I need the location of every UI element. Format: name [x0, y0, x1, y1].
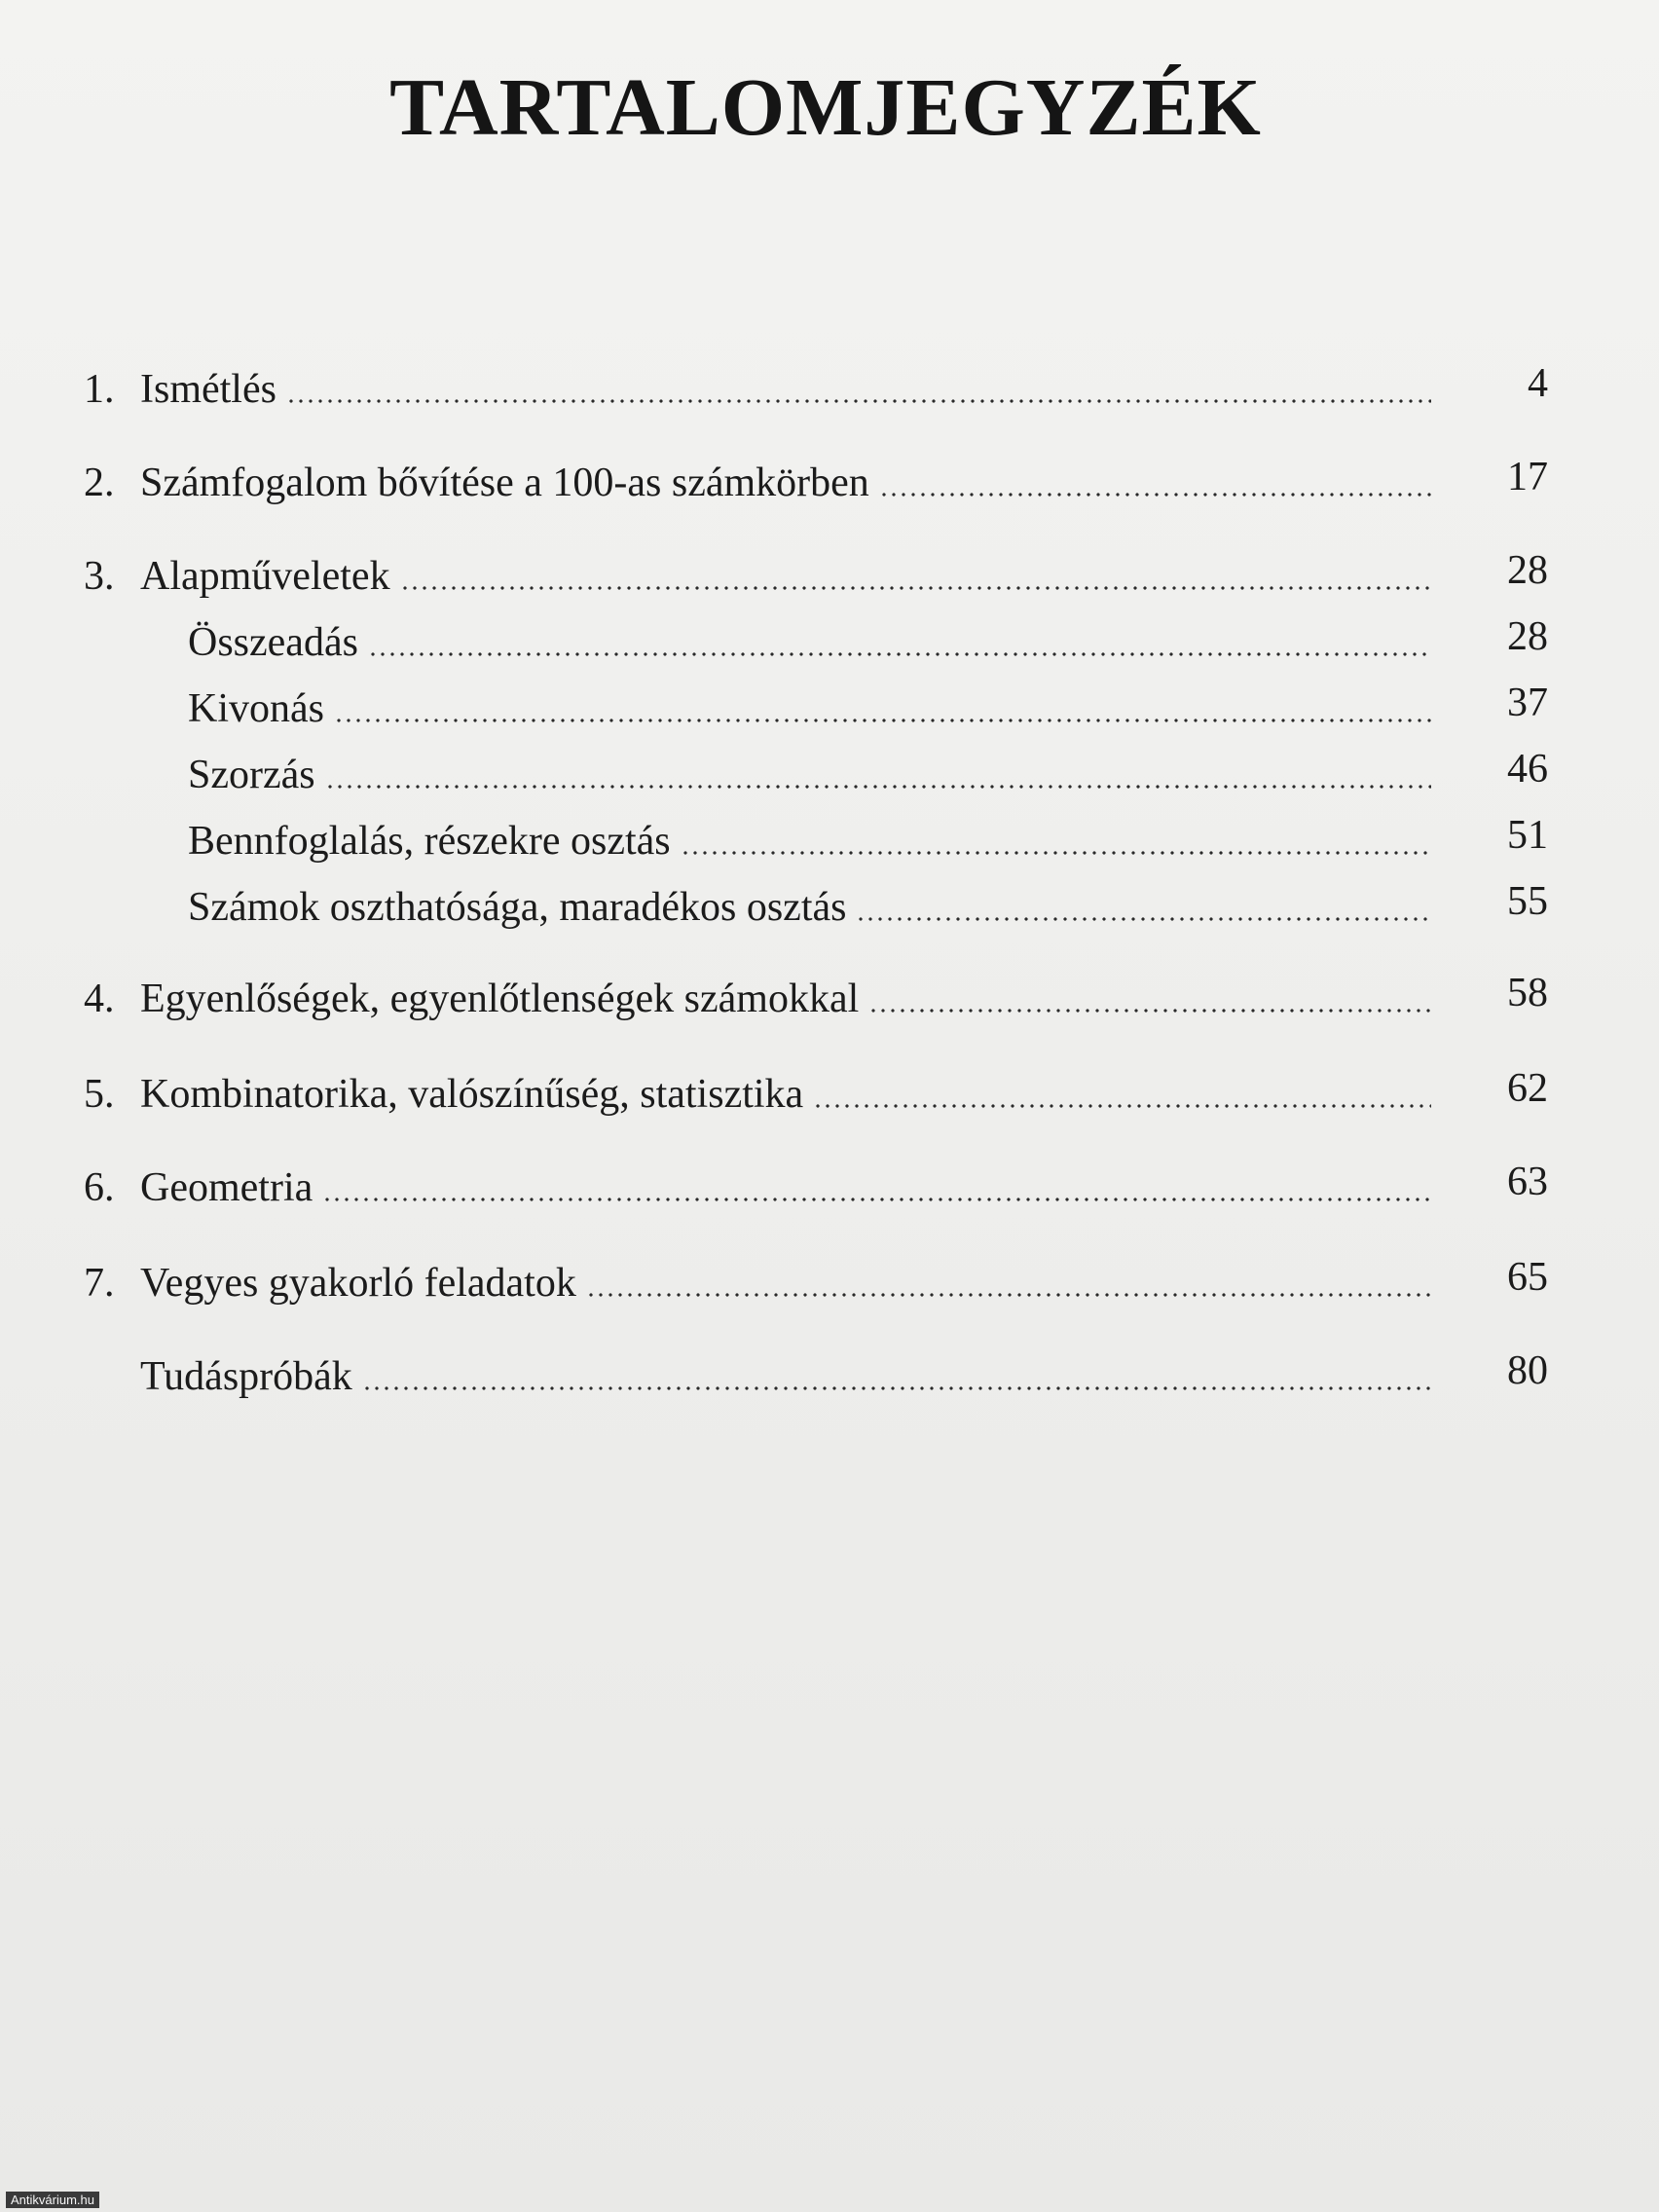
page-number: 17 — [1507, 455, 1548, 499]
page-number: 28 — [1507, 548, 1548, 593]
section-title: Számok oszthatósága, maradékos osztás — [188, 885, 847, 930]
dot-leader — [362, 1386, 1431, 1390]
page-number: 51 — [1507, 813, 1548, 858]
page-number: 46 — [1507, 747, 1548, 792]
chapter-title: Ismétlés — [140, 367, 276, 412]
page-number: 4 — [1528, 361, 1548, 406]
dot-leader — [856, 917, 1431, 921]
toc-entry-line — [188, 816, 1431, 866]
toc-entry-line — [84, 1069, 1431, 1120]
toc-entry-line — [84, 551, 1431, 602]
chapter-title: Kombinatorika, valószínűség, statisztika — [140, 1072, 804, 1117]
toc-entry — [0, 746, 1659, 800]
dot-leader — [325, 785, 1431, 789]
toc-entry-line — [84, 1258, 1431, 1309]
page-number: 28 — [1507, 614, 1548, 659]
chapter-number: 4. — [84, 977, 115, 1021]
toc-title: TARTALOMJEGYZÉK — [389, 62, 1262, 153]
dot-leader — [879, 493, 1431, 497]
page-number: 62 — [1507, 1066, 1548, 1111]
chapter-number: 3. — [84, 554, 115, 599]
chapter-title: Geometria — [140, 1165, 313, 1210]
chapter-number: 6. — [84, 1165, 115, 1210]
dot-leader — [681, 851, 1431, 855]
page-number: 65 — [1507, 1255, 1548, 1300]
toc-entry-line — [84, 364, 1431, 415]
chapter-title: Számfogalom bővítése a 100-as számkörben — [140, 461, 869, 505]
section-title: Összeadás — [188, 620, 358, 665]
toc-entry — [0, 1254, 1659, 1309]
section-title: Szorzás — [188, 753, 315, 797]
page-number: 37 — [1507, 681, 1548, 725]
chapter-title: Vegyes gyakorló feladatok — [140, 1261, 576, 1306]
toc-entry — [0, 1347, 1659, 1402]
toc-entry — [0, 360, 1659, 415]
toc-entry — [0, 613, 1659, 668]
chapter-title: Alapműveletek — [140, 554, 390, 599]
toc-entry-line — [188, 617, 1431, 668]
toc-entry-line — [84, 1162, 1431, 1213]
toc-entry — [0, 680, 1659, 734]
page-number: 58 — [1507, 971, 1548, 1015]
chapter-title: Tudáspróbák — [140, 1354, 352, 1399]
page-number: 80 — [1507, 1348, 1548, 1393]
chapter-title: Egyenlőségek, egyenlőtlenségek számokkal — [140, 977, 860, 1021]
dot-leader — [334, 719, 1431, 722]
chapter-number: 1. — [84, 367, 115, 412]
dot-leader — [400, 586, 1431, 590]
toc-entry-line — [188, 750, 1431, 800]
chapter-number: 7. — [84, 1261, 115, 1306]
toc-entry — [0, 970, 1659, 1024]
toc-entry — [0, 1065, 1659, 1120]
dot-leader — [368, 652, 1431, 656]
section-title: Bennfoglalás, részekre osztás — [188, 819, 671, 864]
dot-leader — [586, 1293, 1431, 1297]
dot-leader — [286, 399, 1431, 403]
toc-entry — [0, 1159, 1659, 1213]
dot-leader — [322, 1198, 1431, 1201]
chapter-number: 2. — [84, 461, 115, 505]
watermark: Antikvárium.hu — [6, 2192, 99, 2208]
toc-entry-line — [140, 1351, 1431, 1402]
toc-entry — [0, 547, 1659, 602]
page-number: 55 — [1507, 879, 1548, 924]
toc-entry — [0, 812, 1659, 866]
toc-entry-line — [188, 683, 1431, 734]
chapter-number: 5. — [84, 1072, 115, 1117]
toc-entry — [0, 878, 1659, 933]
toc-entry-line — [84, 458, 1431, 508]
dot-leader — [813, 1104, 1431, 1108]
page-number: 63 — [1507, 1160, 1548, 1204]
dot-leader — [868, 1009, 1431, 1013]
section-title: Kivonás — [188, 686, 324, 731]
toc-entry — [0, 454, 1659, 508]
toc-entry-line — [188, 882, 1431, 933]
toc-entry-line — [84, 974, 1431, 1024]
